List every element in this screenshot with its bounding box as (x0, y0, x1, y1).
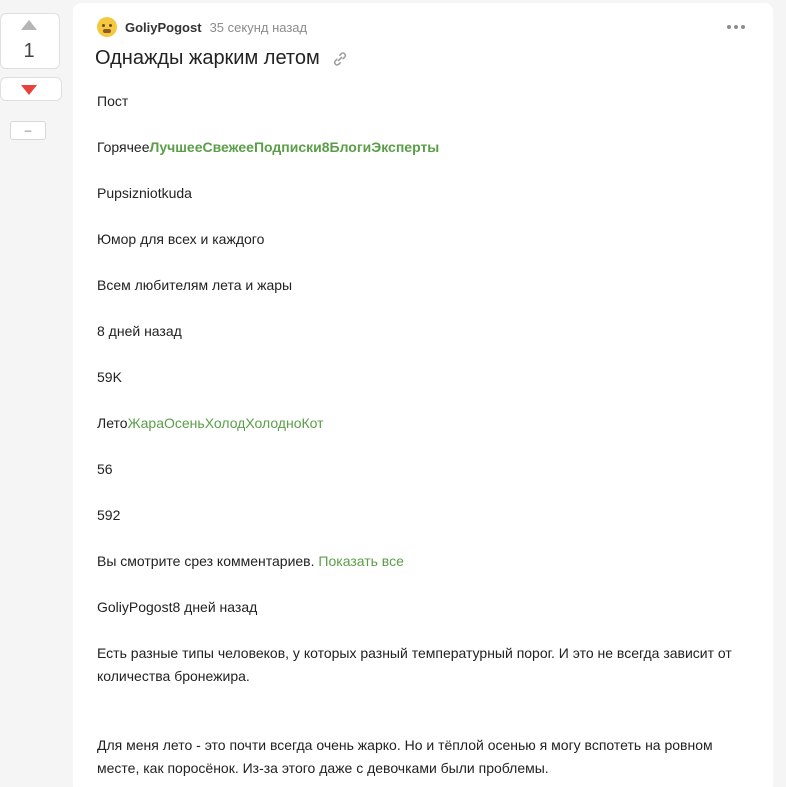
vote-column (0, 0, 66, 787)
nav-links[interactable]: ЛучшееСвежееПодписки8БлогиЭксперты (149, 139, 440, 155)
arrow-down-icon (21, 85, 37, 95)
body-line: Пост (97, 93, 129, 109)
post-title-text[interactable]: Однажды жарким летом (95, 47, 320, 69)
rating-count: 1 (23, 40, 35, 62)
body-line: 59K (97, 369, 122, 385)
body-line: 8 дней назад (97, 323, 182, 339)
comment-para-1-line: количества бронежира. (97, 668, 250, 684)
comment-para-2-line: месте, как поросёнок. Из-за этого даже с девочками были проблемы. (97, 760, 549, 776)
minus-button[interactable]: – (10, 121, 46, 140)
tag-first[interactable]: Лето (97, 415, 128, 431)
body-line: Юмор для всех и каждого (97, 231, 265, 247)
post-title (95, 47, 348, 70)
comment-para-2 (97, 734, 713, 780)
comment-para-1 (97, 642, 732, 688)
tag-links[interactable]: ЖараОсеньХолодХолодноКот (127, 415, 324, 431)
nav-hot[interactable]: Горячее (97, 139, 150, 155)
body-line: 56 (97, 461, 113, 477)
arrow-up-icon[interactable] (21, 20, 37, 30)
comments-line (97, 550, 404, 573)
comment-para-2-line: Для меня лето - это почти всегда очень жарко. Но и тёплой осенью я могу вспотеть на ровном (97, 737, 713, 753)
more-icon[interactable] (727, 25, 745, 29)
comment-para-1-line: Есть разные типы человеков, у которых разный температурный порог. И это не всегда зависит от (97, 645, 732, 661)
body-line: Всем любителям лета и жары (97, 277, 293, 293)
comment-author-line: GoliyPogost8 дней назад (97, 599, 258, 615)
post-time: 35 секунд назад (209, 19, 308, 35)
author-row (97, 17, 307, 37)
comments-text: Вы смотрите срез комментариев. (97, 553, 319, 569)
show-all-link[interactable]: Показать все (318, 553, 404, 569)
downvote-button[interactable] (0, 77, 62, 101)
avatar[interactable] (97, 17, 117, 37)
post-card (73, 3, 773, 787)
tags-line (97, 412, 324, 435)
body-line: Pupsizniotkuda (97, 185, 192, 201)
body-line: 592 (97, 507, 121, 523)
nav-line (97, 136, 439, 159)
link-icon[interactable] (332, 51, 348, 67)
upvote-box (0, 13, 60, 69)
author-name[interactable]: GoliyPogost (125, 19, 202, 35)
